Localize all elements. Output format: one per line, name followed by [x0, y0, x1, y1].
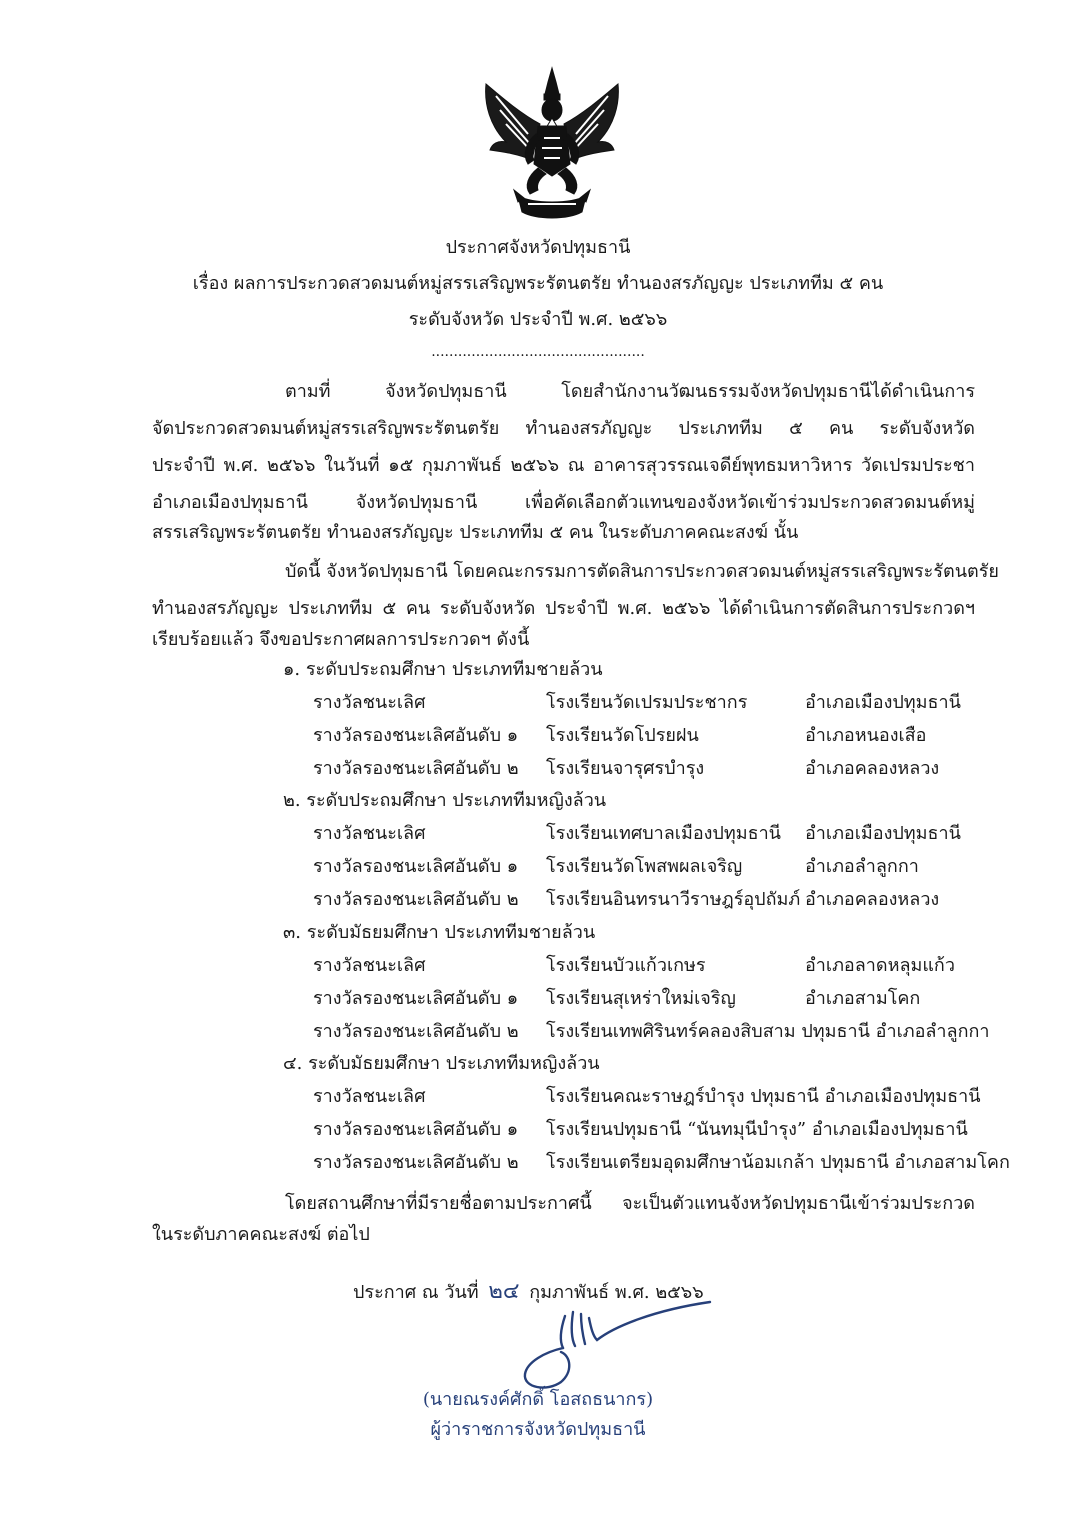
district-name: อำเภอหนองเสือ [805, 725, 927, 746]
award-label: รางวัลชนะเลิศ [313, 823, 426, 844]
award-label: รางวัลรองชนะเลิศอันดับ ๒ [313, 1021, 519, 1042]
category-title: ๔. ระดับมัธยมศึกษา ประเภททีมหญิงล้วน [283, 1053, 600, 1074]
header-divider: ................................................ [431, 344, 645, 360]
signatory-position: ผู้ว่าราชการจังหวัดปทุมธานี [430, 1419, 646, 1440]
category-title: ๑. ระดับประถมศึกษา ประเภททีมชายล้วน [283, 659, 603, 680]
school-name: โรงเรียนจารุศรบำรุง [546, 758, 705, 779]
garuda-emblem-icon [478, 64, 626, 224]
subject-line-2: ระดับจังหวัด ประจำปี พ.ศ. ๒๕๖๖ [408, 309, 668, 330]
para2-line-1: บัดนี้ จังหวัดปทุมธานี โดยคณะกรรมการตัดสินการประกวดสวดมนต์หมู่สรรเสริญพระรัตนตรัย [285, 561, 999, 582]
district-name: อำเภอสามโคก [805, 988, 921, 1009]
subject-line-1: เรื่อง ผลการประกวดสวดมนต์หมู่สรรเสริญพระรัตนตรัย ทำนองสรภัญญะ ประเภททีม ๕ คน [192, 273, 884, 294]
award-label: รางวัลชนะเลิศ [313, 1086, 426, 1107]
signatory-name: (นายณรงค์ศักดิ์ โอสถธนากร) [422, 1389, 654, 1410]
district-name: อำเภอคลองหลวง [805, 889, 940, 910]
school-name: โรงเรียนเทศบาลเมืองปทุมธานี [546, 823, 781, 844]
announce-month-year: กุมภาพันธ์ พ.ศ. ๒๕๖๖ [529, 1282, 704, 1303]
district-name: อำเภอลาดหลุมแก้ว [805, 955, 955, 976]
award-label: รางวัลรองชนะเลิศอันดับ ๑ [313, 988, 519, 1009]
school-name: โรงเรียนวัดโพสพผลเจริญ [546, 856, 743, 877]
para1-line-3: ประจำปี พ.ศ. ๒๕๖๖ ในวันที่ ๑๕ กุมภาพันธ์ ๒๕๖๖ ณ อาคารสุวรรณเจดีย์พุทธมหาวิหาร วัดเปรมประชา [152, 455, 975, 476]
award-label: รางวัลรองชนะเลิศอันดับ ๑ [313, 725, 519, 746]
award-label: รางวัลรองชนะเลิศอันดับ ๒ [313, 1152, 519, 1173]
award-label: รางวัลรองชนะเลิศอันดับ ๑ [313, 1119, 519, 1140]
school-name: โรงเรียนคณะราษฎร์บำรุง ปทุมธานี อำเภอเมืองปทุมธานี [546, 1086, 981, 1107]
district-name: อำเภอลำลูกกา [805, 856, 919, 877]
school-name: โรงเรียนเตรียมอุดมศึกษาน้อมเกล้า ปทุมธานี อำเภอสามโคก [546, 1152, 1010, 1173]
school-name: โรงเรียนบัวแก้วเกษร [546, 955, 706, 976]
award-label: รางวัลรองชนะเลิศอันดับ ๒ [313, 758, 519, 779]
signature-icon [505, 1296, 720, 1396]
school-name: โรงเรียนวัดโปรยฝน [546, 725, 699, 746]
school-name: โรงเรียนสุเหร่าใหม่เจริญ [546, 988, 736, 1009]
para1-line-5: สรรเสริญพระรัตนตรัย ทำนองสรภัญญะ ประเภททีม ๕ คน ในระดับภาคคณะสงฆ์ นั้น [152, 522, 799, 543]
announce-prefix: ประกาศ ณ วันที่ [353, 1282, 479, 1303]
para1-line-2: จัดประกวดสวดมนต์หมู่สรรเสริญพระรัตนตรัย ทำนองสรภัญญะ ประเภททีม ๕ คน ระดับจังหวัด [152, 418, 975, 439]
issuer-title: ประกาศจังหวัดปทุมธานี [445, 237, 631, 258]
school-name: โรงเรียนเทพศิรินทร์คลองสิบสาม ปทุมธานี อำเภอลำลูกกา [546, 1021, 990, 1042]
announce-day: ๒๔ [488, 1279, 520, 1304]
school-name: โรงเรียนปทุมธานี “นันทมุนีบำรุง” อำเภอเมืองปทุมธานี [546, 1119, 968, 1140]
closing-line-2: ในระดับภาคคณะสงฆ์ ต่อไป [152, 1224, 370, 1245]
category-title: ๒. ระดับประถมศึกษา ประเภททีมหญิงล้วน [283, 790, 607, 811]
school-name: โรงเรียนอินทรนาวีราษฎร์อุปถัมภ์ [546, 889, 801, 910]
district-name: อำเภอเมืองปทุมธานี [805, 823, 961, 844]
para1-line-4: อำเภอเมืองปทุมธานี จังหวัดปทุมธานี เพื่อคัดเลือกตัวแทนของจังหวัดเข้าร่วมประกวดสวดมนต์หมู่ [152, 492, 975, 513]
para2-line-3: เรียบร้อยแล้ว จึงขอประกาศผลการประกวดฯ ดังนี้ [152, 629, 530, 650]
district-name: อำเภอเมืองปทุมธานี [805, 692, 961, 713]
school-name: โรงเรียนวัดเปรมประชากร [546, 692, 748, 713]
award-label: รางวัลชนะเลิศ [313, 955, 426, 976]
award-label: รางวัลรองชนะเลิศอันดับ ๑ [313, 856, 519, 877]
para2-line-2: ทำนองสรภัญญะ ประเภททีม ๕ คน ระดับจังหวัด ประจำปี พ.ศ. ๒๕๖๖ ได้ดำเนินการตัดสินการประกวดฯ [152, 598, 975, 619]
award-label: รางวัลรองชนะเลิศอันดับ ๒ [313, 889, 519, 910]
category-title: ๓. ระดับมัธยมศึกษา ประเภททีมชายล้วน [283, 922, 596, 943]
district-name: อำเภอคลองหลวง [805, 758, 940, 779]
closing-line-1: โดยสถานศึกษาที่มีรายชื่อตามประกาศนี้ จะเป็นตัวแทนจังหวัดปทุมธานีเข้าร่วมประกวด [285, 1193, 975, 1214]
para1-line-1: ตามที่ จังหวัดปทุมธานี โดยสำนักงานวัฒนธรรมจังหวัดปทุมธานีได้ดำเนินการ [285, 381, 975, 402]
award-label: รางวัลชนะเลิศ [313, 692, 426, 713]
